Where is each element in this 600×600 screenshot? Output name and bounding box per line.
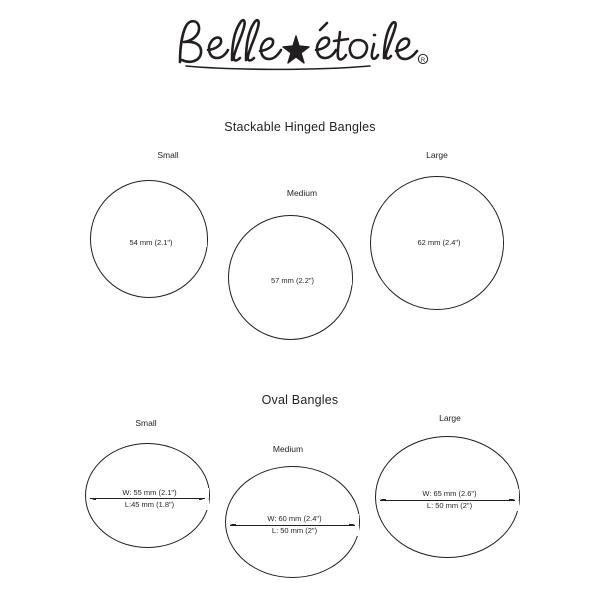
dimension-text-oval-large-length: L: 50 mm (2") <box>380 501 519 511</box>
dimension-line-oval-small <box>90 498 205 499</box>
dimension-text-hinged-small: 54 mm (2.1") <box>95 238 207 247</box>
size-label-hinged-medium: Medium <box>286 188 318 198</box>
dimension-text-oval-small-width: W: 55 mm (2.1") <box>90 488 209 498</box>
section-title-oval: Oval Bangles <box>261 393 339 407</box>
svg-text:R: R <box>420 58 426 64</box>
dimension-text-oval-small-length: L:45 mm (1.8") <box>90 500 209 510</box>
brand-logo <box>0 10 600 80</box>
size-label-hinged-large: Large <box>426 150 448 160</box>
size-label-oval-large: Large <box>439 413 461 423</box>
dimension-text-oval-medium-length: L: 50 mm (2") <box>230 526 359 536</box>
dimension-text-hinged-medium: 57 mm (2.2") <box>233 276 352 285</box>
dimension-text-hinged-large: 62 mm (2.4") <box>375 238 503 247</box>
size-label-oval-medium: Medium <box>272 444 304 454</box>
size-label-oval-small: Small <box>135 418 157 428</box>
section-title-hinged: Stackable Hinged Bangles <box>224 120 376 134</box>
brand-logo-svg <box>170 14 430 76</box>
dimension-text-oval-medium-width: W: 60 mm (2.4") <box>230 514 359 524</box>
size-label-hinged-small: Small <box>157 150 179 160</box>
dimension-text-oval-large-width: W: 65 mm (2.6") <box>380 489 519 499</box>
